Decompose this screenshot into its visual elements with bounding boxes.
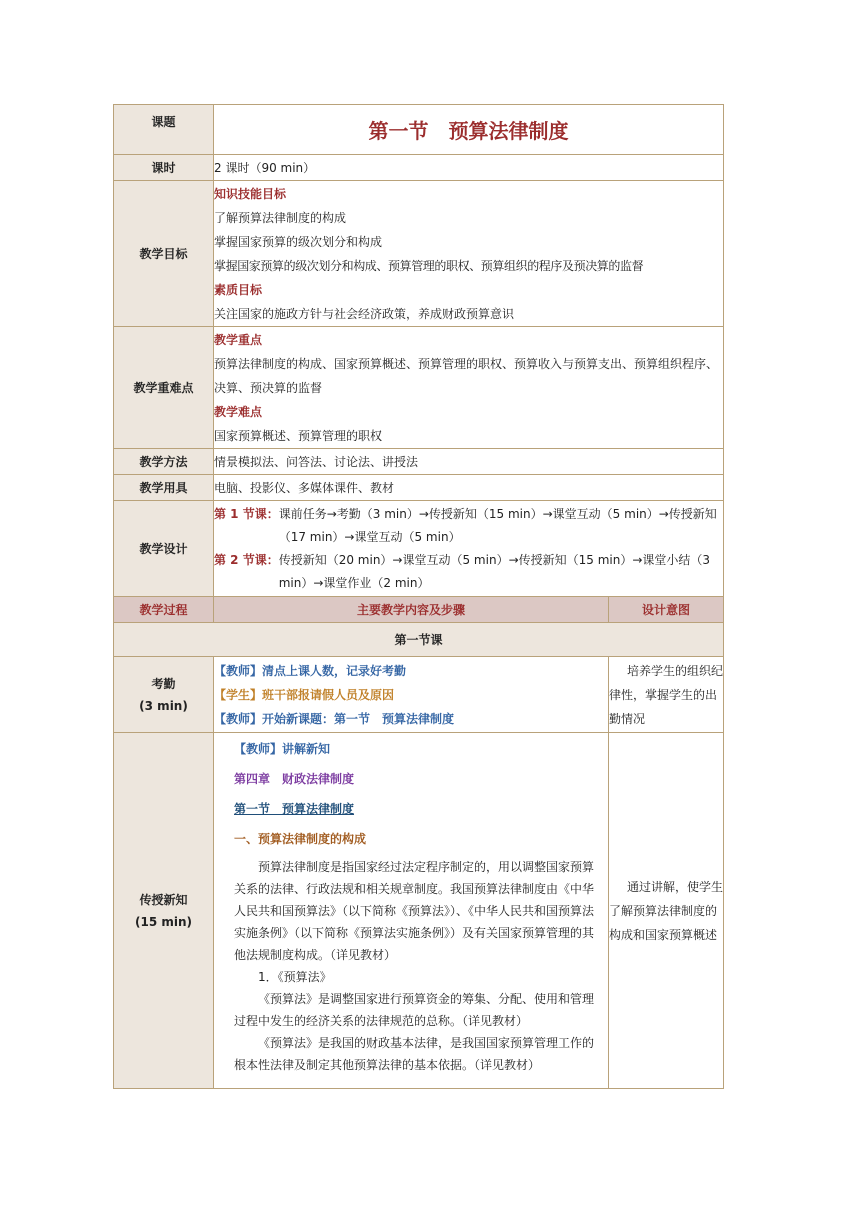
chapter-title: 第四章 财政法律制度 (234, 772, 355, 786)
design-content (214, 501, 724, 597)
title-label: 课题 (114, 105, 214, 155)
difficult-heading: 教学难点 (214, 404, 263, 419)
goals-label: 教学目标 (114, 181, 214, 327)
attendance-content (214, 657, 609, 733)
teacher-line: 【教师】讲解新知 (234, 742, 331, 756)
attendance-label: 考勤 (151, 676, 176, 691)
quality-heading: 素质目标 (214, 282, 263, 297)
teach-content (214, 733, 609, 1089)
process-header-row (114, 597, 724, 623)
process-header-col2: 主要教学内容及步骤 (214, 597, 609, 623)
goals-row (114, 181, 724, 327)
tools-label: 教学用具 (114, 475, 214, 501)
teach-label: 传授新知 (139, 892, 188, 907)
method-value: 情景模拟法、问答法、讨论法、讲授法 (214, 449, 724, 475)
section-heading: 第一节 预算法律制度 (234, 802, 355, 816)
title-row (114, 105, 724, 155)
knowledge-item: 掌握国家预算的级次划分和构成 (214, 234, 383, 249)
knowledge-item: 掌握国家预算的级次划分和构成、预算管理的职权、预算组织的程序及预决算的监督 (214, 258, 644, 273)
process-header-col1: 教学过程 (114, 597, 214, 623)
key-heading: 教学重点 (214, 332, 263, 347)
teach-time: (15 min) (134, 914, 192, 929)
teach-intent: 通过讲解，使学生了解预算法律制度的构成和国家预算概述 (609, 733, 724, 1089)
design-item (214, 503, 723, 549)
teach-row (114, 733, 724, 1089)
attendance-label-cell (114, 657, 214, 733)
difficult-text: 国家预算概述、预算管理的职权 (214, 428, 383, 443)
tools-row (114, 475, 724, 501)
process-header-col3: 设计意图 (609, 597, 724, 623)
design-item-label: 第 1 节课： (214, 506, 279, 521)
topic-heading: 一、预算法律制度的构成 (234, 832, 367, 846)
key-points-row (114, 327, 724, 449)
knowledge-heading: 知识技能目标 (214, 186, 287, 201)
key-points-content (214, 327, 724, 449)
teacher-line: 【教师】开始新课题：第一节 预算法律制度 (214, 711, 455, 726)
quality-item: 关注国家的施政方针与社会经济政策，养成财政预算意识 (214, 306, 515, 321)
attendance-row (114, 657, 724, 733)
tools-value: 电脑、投影仪、多媒体课件、教材 (214, 475, 724, 501)
design-label: 教学设计 (114, 501, 214, 597)
section-row (114, 623, 724, 657)
design-item (214, 549, 723, 595)
paragraph: 预算法律制度是指国家经过法定程序制定的，用以调整国家预算关系的法律、行政法规和相关规章制度。我国预算法律制度由《中华人民共和国预算法》（以下简称《预算法》）、《中华人民共和国预算法实施条例》（以下简称《预算法实施条例》）及有关国家预算管理的其他法规制度构成。（详见教材） (234, 860, 595, 962)
student-line: 【学生】班干部报请假人员及原因 (214, 687, 395, 702)
method-label: 教学方法 (114, 449, 214, 475)
hours-label: 课时 (114, 155, 214, 181)
list-item: 1．《预算法》 (258, 970, 332, 984)
key-points-label: 教学重难点 (114, 327, 214, 449)
section-title: 第一节课 (114, 623, 724, 657)
design-row (114, 501, 724, 597)
teacher-line: 【教师】清点上课人数，记录好考勤 (214, 663, 407, 678)
design-item-text: 课前任务→考勤（3 min）→传授新知（15 min）→课堂互动（5 min）→传授新知（17 min）→课堂互动（5 min） (278, 506, 717, 544)
paragraph: 《预算法》是我国的财政基本法律，是我国国家预算管理工作的根本性法律及制定其他预算法律的基本依据。（详见教材） (234, 1036, 595, 1072)
knowledge-item: 了解预算法律制度的构成 (214, 210, 347, 225)
design-item-label: 第 2 节课： (214, 552, 279, 567)
key-text: 预算法律制度的构成、国家预算概述、预算管理的职权、预算收入与预算支出、预算组织程序、决算、预决算的监督 (214, 356, 719, 395)
page-title: 第一节 预算法律制度 (214, 105, 724, 155)
method-row (114, 449, 724, 475)
design-item-text: 传授新知（20 min）→课堂互动（5 min）→传授新知（15 min）→课堂小结（3 min）→课堂作业（2 min） (278, 552, 711, 590)
attendance-intent: 培养学生的组织纪律性，掌握学生的出勤情况 (609, 657, 724, 733)
goals-content (214, 181, 724, 327)
hours-row (114, 155, 724, 181)
lesson-plan-table (113, 104, 724, 1089)
teach-label-cell (114, 733, 214, 1089)
paragraph: 《预算法》是调整国家进行预算资金的筹集、分配、使用和管理过程中发生的经济关系的法律规范的总称。（详见教材） (234, 992, 595, 1028)
attendance-time: (3 min) (139, 698, 188, 713)
hours-value: 2 课时（90 min） (214, 155, 724, 181)
